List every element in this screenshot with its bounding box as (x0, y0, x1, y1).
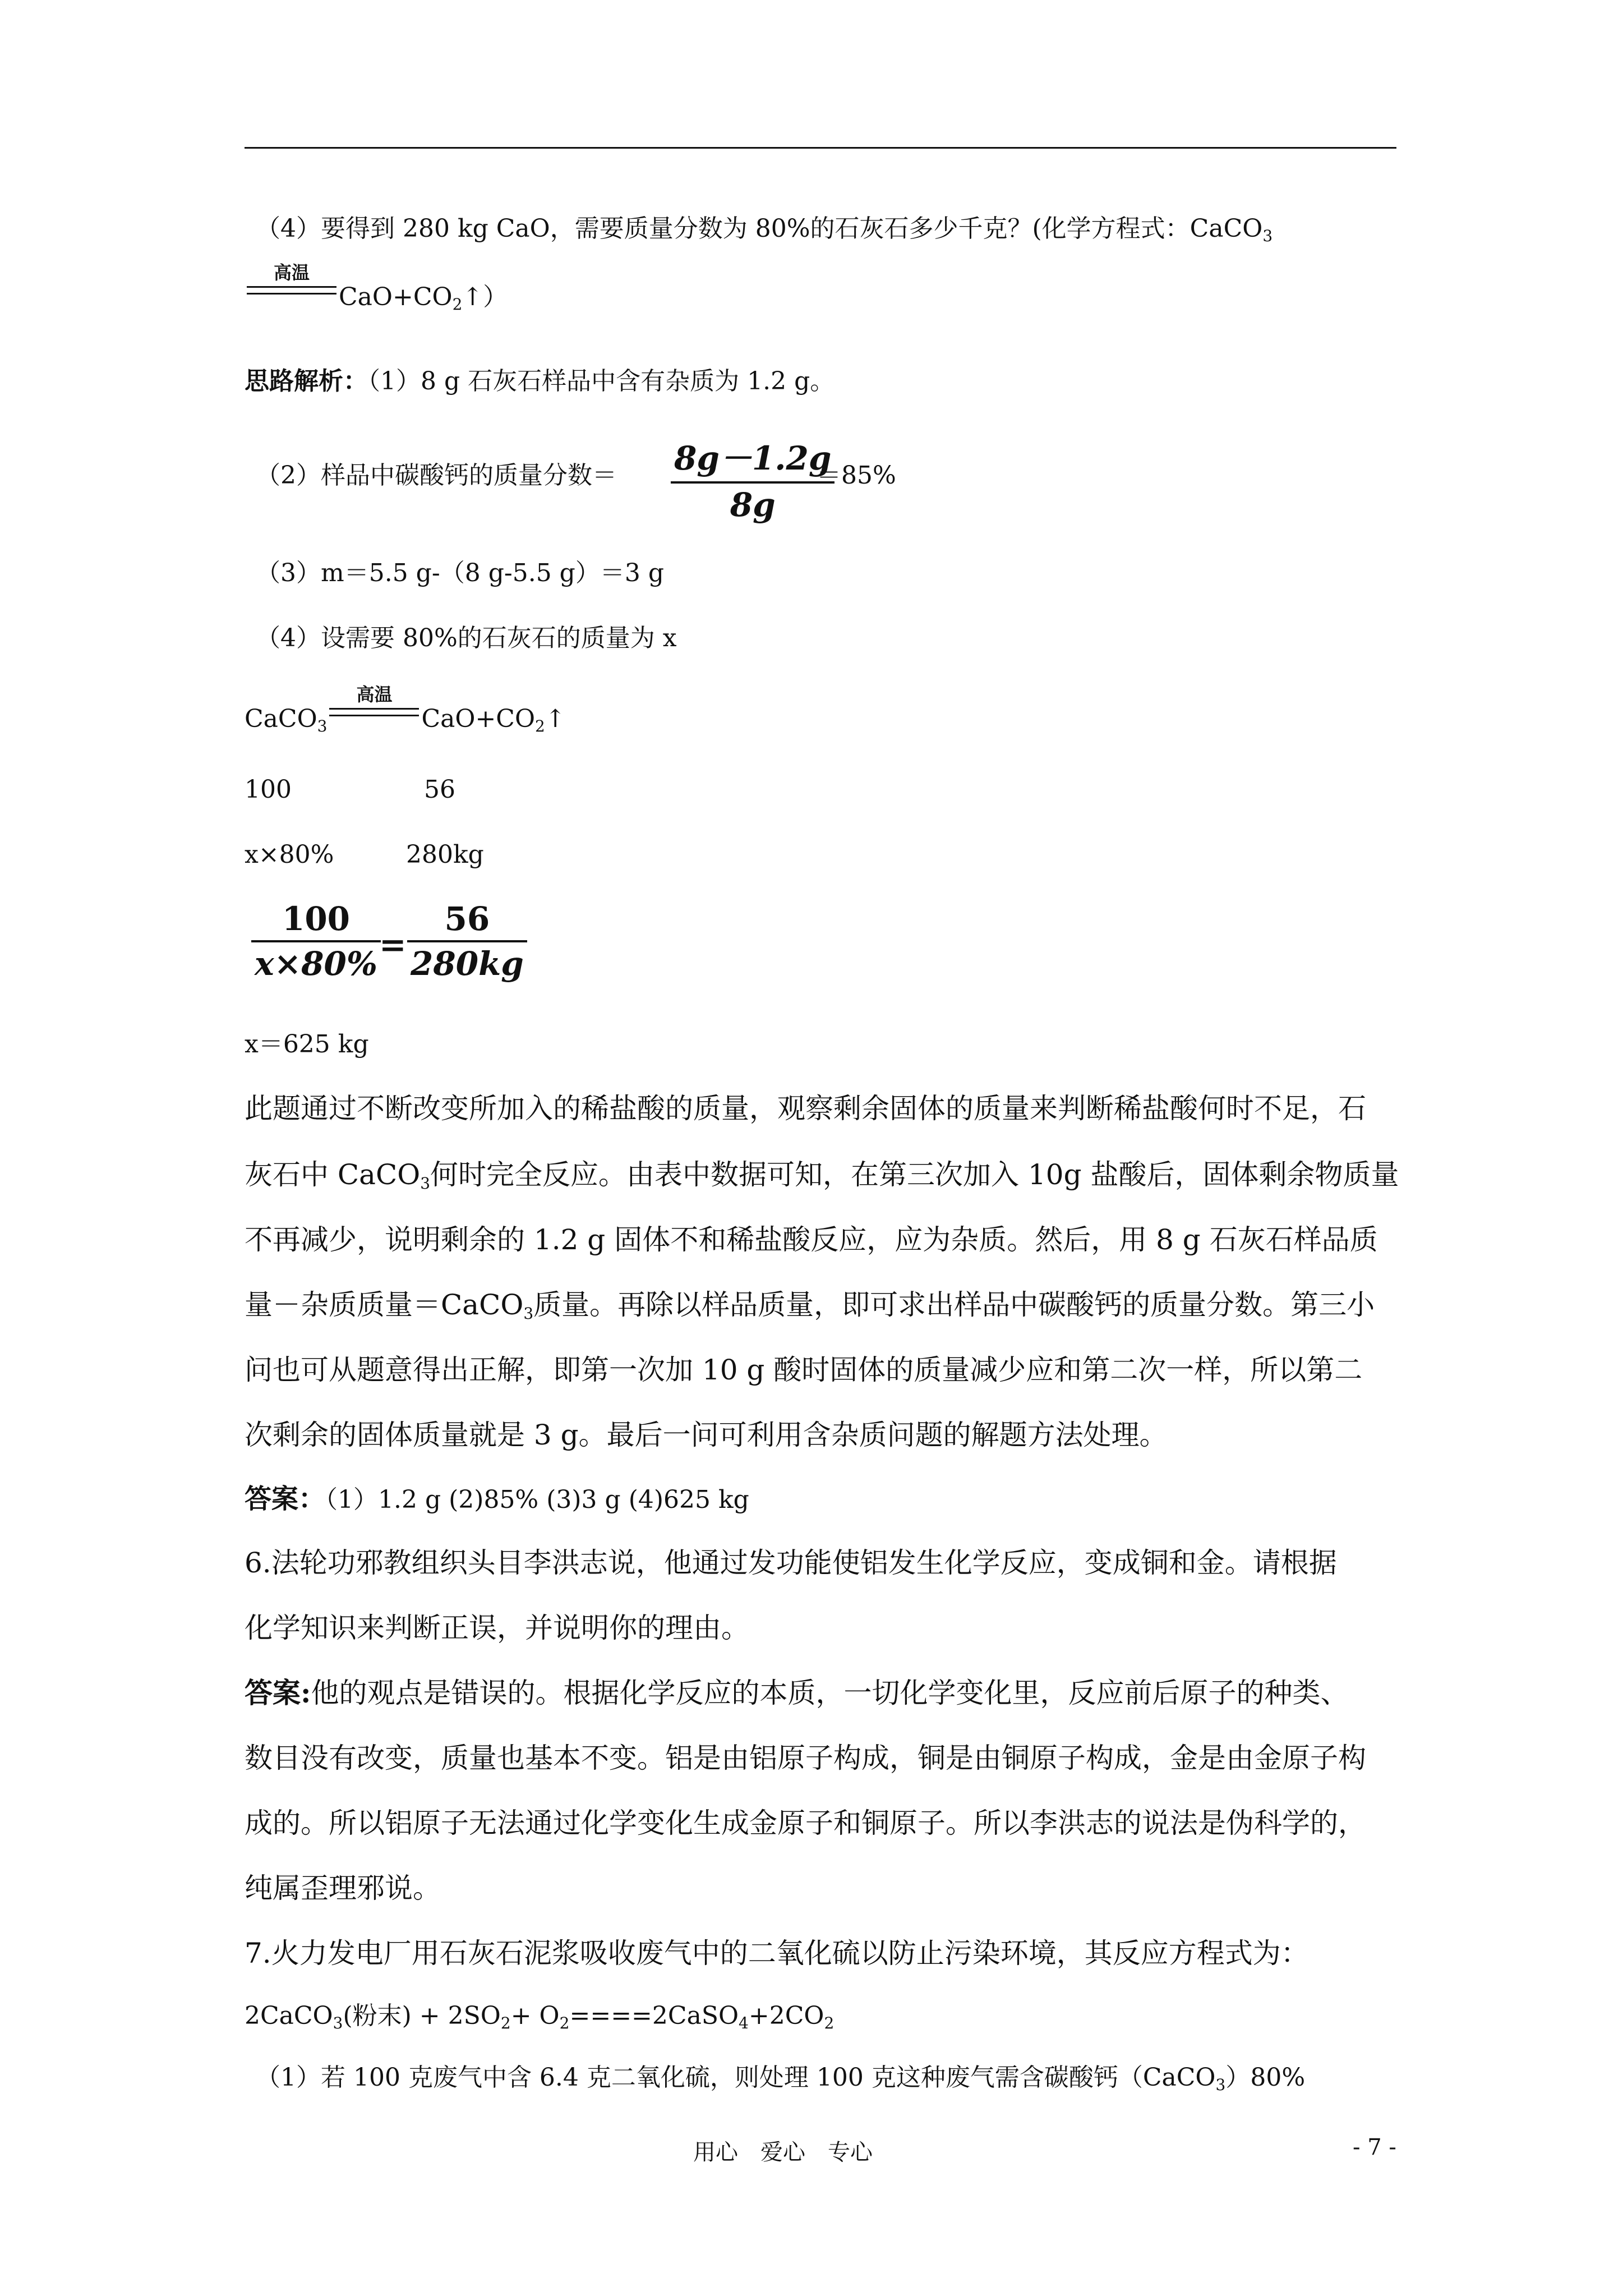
fraction-result: ＝85% (817, 461, 896, 490)
proportion-left: 100 x×80% (251, 900, 381, 983)
ratio-row-2b: 280kg (406, 840, 484, 869)
answer-label: 答案： (245, 1483, 326, 1515)
mass-fraction: 8g－1.2g 8g (671, 432, 834, 524)
answer-2-line: 成的。所以铝原子无法通过化学变化生成金原子和铜原子。所以李洪志的说法是伪科学的， (245, 1807, 1366, 1839)
question-7-line: 7.火力发电厂用石灰石泥浆吸收废气中的二氧化硫以防止污染环境，其反应方程式为： (245, 1937, 1309, 1970)
ratio-row-1a: 100 (245, 775, 292, 804)
page-number: - 7 - (1353, 2134, 1396, 2160)
answer-2-line: 答案:他的观点是错误的。根据化学反应的本质，一切化学变化里，反应前后原子的种类、 (245, 1676, 1349, 1709)
paragraph-line: 问也可从题意得出正解，即第一次加 10 g 酸时固体的质量减少应和第二次一样，所以第二 (245, 1354, 1363, 1386)
ratio-row-2a: x×80% (245, 840, 334, 869)
reaction-condition-arrow: 高温 (329, 702, 419, 730)
paragraph-line: 量－杂质质量＝CaCO$_3$质量。再除以样品质量，即可求出样品中碳酸钙的质量分数。第三小 (245, 1289, 1375, 1323)
proportion-equals: = (379, 926, 407, 964)
paragraph-line: 此题通过不断改变所加入的稀盐酸的质量，观察剩余固体的质量来判断稀盐酸何时不足，石 (245, 1092, 1366, 1125)
step-3-line: （3）m＝5.5 g-（8 g-5.5 g）＝3 g (256, 559, 664, 587)
paragraph-line: 次剩余的固体质量就是 3 g。最后一问可利用含杂质问题的解题方法处理。 (245, 1419, 1168, 1451)
paragraph-line: 不再减少，说明剩余的 1.2 g 固体不和稀盐酸反应，应为杂质。然后，用 8 g 石灰石样品质 (245, 1223, 1378, 1256)
analysis-label: 思路解析： (245, 367, 368, 395)
equation-line-1: 高温 $CaO+CO_2↑$） (245, 280, 508, 314)
answer-2-line: 纯属歪理邪说。 (245, 1872, 441, 1904)
question-7-line: （1）若 100 克废气中含 6.4 克二氧化硫，则处理 100 克这种废气需含碳酸钙（CaCO$_3$）80% (256, 2063, 1306, 2094)
question-6-line: 6.法轮功邪教组织头目李洪志说，他通过发功能使铝发生化学反应，变成铜和金。请根据 (245, 1547, 1337, 1579)
question-6-line: 化学知识来判断正误，并说明你的理由。 (245, 1612, 749, 1644)
header-rule (245, 147, 1396, 149)
ratio-row-1b: 56 (424, 775, 455, 804)
footer-text: 用心 爱心 专心 (693, 2139, 873, 2165)
proportion-right: 56 280kg (407, 900, 527, 983)
analysis-line: 思路解析：（1）8 g 石灰石样品中含有杂质为 1.2 g。 (245, 367, 835, 395)
fraction-line-text: （2）样品中碳酸钙的质量分数＝ (256, 461, 617, 490)
step-4-line: （4）设需要 80%的石灰石的质量为 x (256, 624, 677, 652)
question-7-equation: 2CaCO$_3$(粉末) + $2SO_2+$ $O_2====2CaSO_4+2CO_2$ (245, 2001, 834, 2032)
paragraph-line: 灰石中 CaCO$_3$何时完全反应。由表中数据可知，在第三次加入 10g 盐酸后，固体剩余物质量 (245, 1158, 1399, 1193)
result-line: x＝625 kg (245, 1030, 369, 1059)
answer-2-line: 数目没有改变，质量也基本不变。铝是由铝原子构成，铜是由铜原子构成，金是由金原子构 (245, 1742, 1366, 1774)
answer-line: 答案：（1）1.2 g (2)85% (3)3 g (4)625 kg (245, 1483, 749, 1515)
reaction-condition-arrow: 高温 (247, 280, 336, 309)
equation-line-2: CaCO$_3$ 高温 $CaO+CO_2↑$ (245, 684, 566, 735)
question-4-line: （4）要得到 280 kg CaO，需要质量分数为 80%的石灰石多少千克？(化学方程式：CaCO$_3$ (256, 214, 1273, 245)
answer-label: 答案: (245, 1676, 311, 1709)
